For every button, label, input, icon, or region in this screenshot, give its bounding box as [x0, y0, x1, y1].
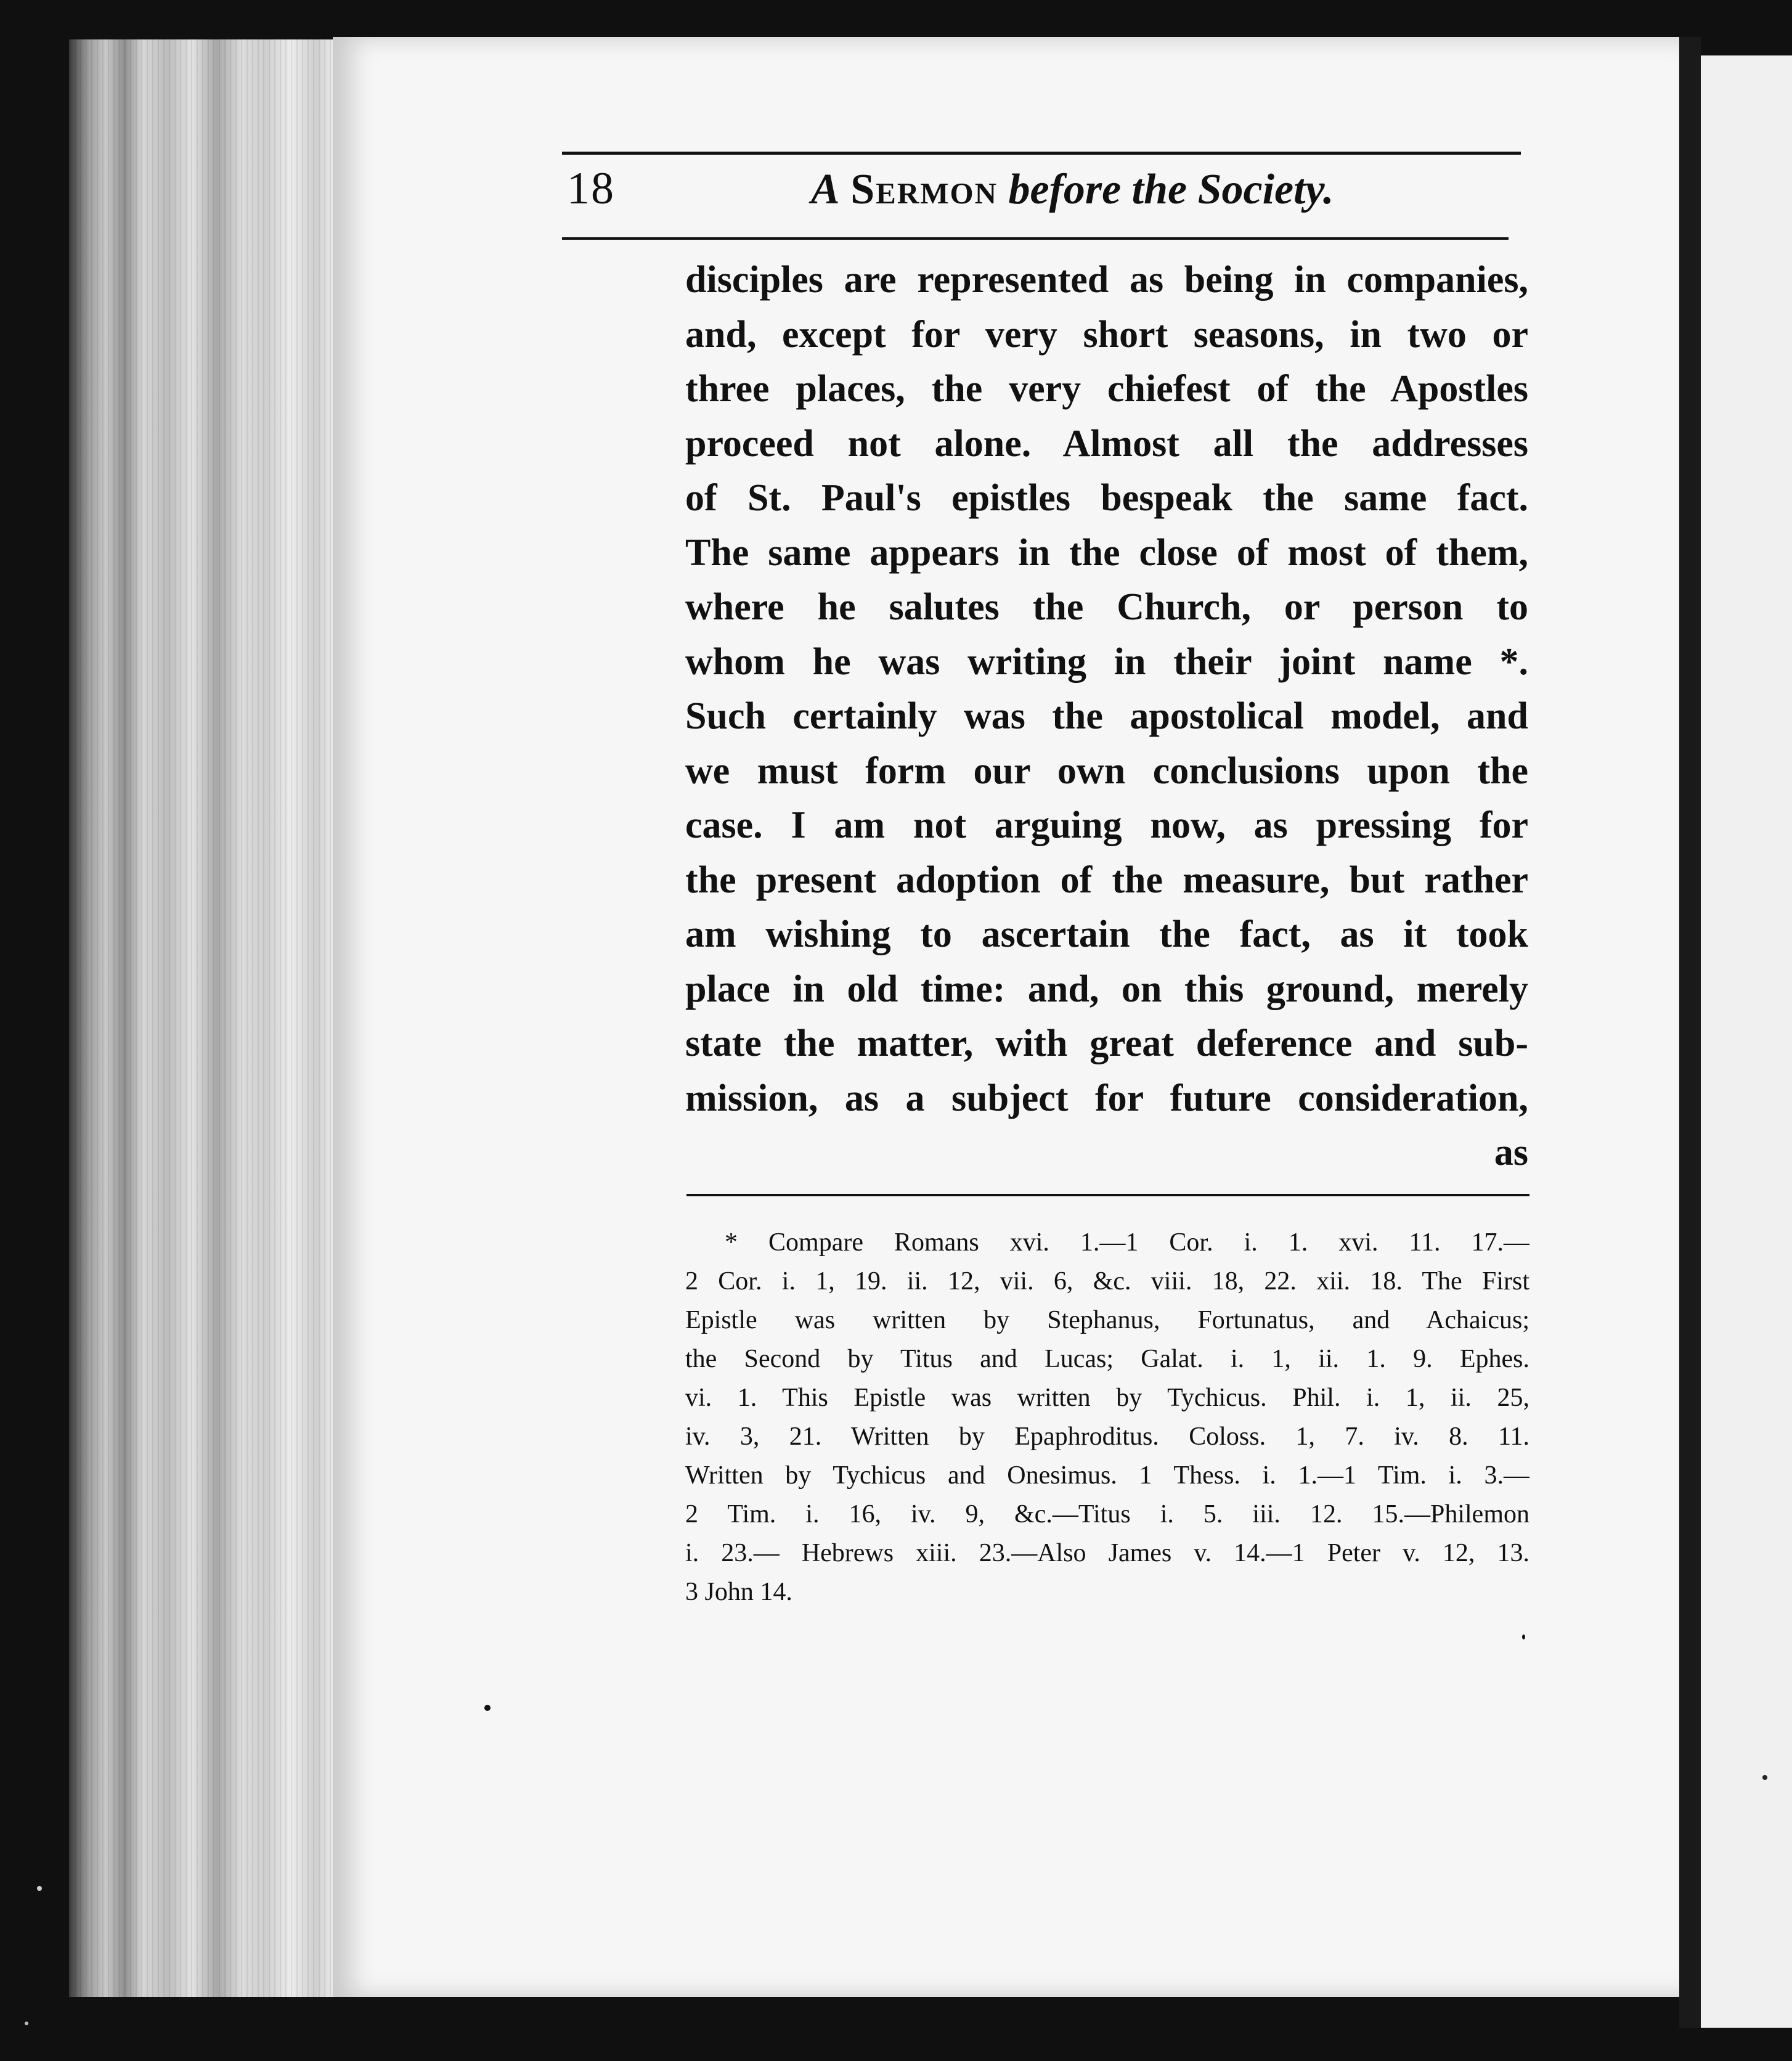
dust-speck	[1762, 1775, 1767, 1780]
footnote-line: Epistle was written by Stephanus, Fortunatus, and Achaicus;	[685, 1306, 1529, 1334]
body-line: Such certainly was the apostolical model, and	[685, 695, 1528, 737]
body-line: state the matter, with great deference and sub-	[685, 1022, 1528, 1064]
footnote-line: iv. 3, 21. Written by Epaphroditus. Coloss. 1, 7. iv. 8. 11.	[685, 1422, 1529, 1451]
footnote-line: Written by Tychicus and Onesimus. 1 Thess. i. 1.—1 Tim. i. 3.—	[685, 1461, 1529, 1490]
body-line: the present adoption of the measure, but rather	[685, 859, 1528, 901]
page-number: 18	[567, 163, 615, 214]
body-line: of St. Paul's epistles bespeak the same fact.	[685, 477, 1528, 519]
body-line: The same appears in the close of most of them,	[685, 531, 1528, 574]
catchword: as	[1494, 1132, 1528, 1173]
footnote-line: 3 John 14.	[685, 1578, 792, 1606]
footnote-line: 2 Tim. i. 16, iv. 9, &c.—Titus i. 5. iii. 12. 15.—Philemon	[685, 1500, 1529, 1528]
body-line: disciples are represented as being in companies,	[685, 259, 1528, 301]
footnote-line: i. 23.— Hebrews xiii. 23.—Also James v. 14.—1 Peter v. 12, 13.	[685, 1539, 1529, 1567]
header-bottom-rule	[562, 237, 1509, 240]
body-line: whom he was writing in their joint name *.	[685, 640, 1528, 683]
body-line: proceed not alone. Almost all the addresses	[685, 422, 1528, 465]
book-gutter	[1679, 37, 1701, 2028]
body-line: am wishing to ascertain the fact, as it took	[685, 913, 1528, 955]
footnote-rule	[686, 1194, 1529, 1196]
body-text	[685, 253, 1528, 1180]
running-head-article: A	[811, 166, 840, 213]
running-head	[811, 165, 1334, 214]
body-line: case. I am not arguing now, as pressing for	[685, 804, 1528, 846]
dust-speck	[37, 1886, 42, 1891]
footnotes	[685, 1223, 1529, 1612]
body-line: place in old time: and, on this ground, merely	[685, 968, 1528, 1010]
body-line: we must form our own conclusions upon the	[685, 749, 1528, 792]
book-page-edges-texture	[69, 39, 340, 1997]
body-line: mission, as a subject for future consideration,	[685, 1077, 1528, 1119]
footnote-line: * Compare Romans xvi. 1.—1 Cor. i. 1. xvi. 11. 17.—	[725, 1228, 1529, 1257]
footnote-line: 2 Cor. i. 1, 19. ii. 12, vii. 6, &c. viii. 18, 22. xii. 18. The First	[685, 1267, 1529, 1296]
ink-speck	[484, 1705, 491, 1711]
body-line: and, except for very short seasons, in two or	[685, 313, 1528, 356]
footnote-line: vi. 1. This Epistle was written by Tychicus. Phil. i. 1, ii. 25,	[685, 1384, 1529, 1412]
header-top-rule	[562, 152, 1521, 155]
ink-speck	[1522, 1635, 1525, 1639]
running-head-word: Sermon	[850, 166, 998, 213]
facing-page-edge	[1701, 55, 1792, 2028]
footnote-line: the Second by Titus and Lucas; Galat. i. 1, ii. 1. 9. Ephes.	[685, 1345, 1529, 1373]
dust-speck	[25, 2022, 28, 2025]
body-line: where he salutes the Church, or person to	[685, 586, 1528, 628]
running-head-rest: before the Society.	[1008, 166, 1334, 213]
body-line: three places, the very chiefest of the Apostles	[685, 368, 1528, 410]
